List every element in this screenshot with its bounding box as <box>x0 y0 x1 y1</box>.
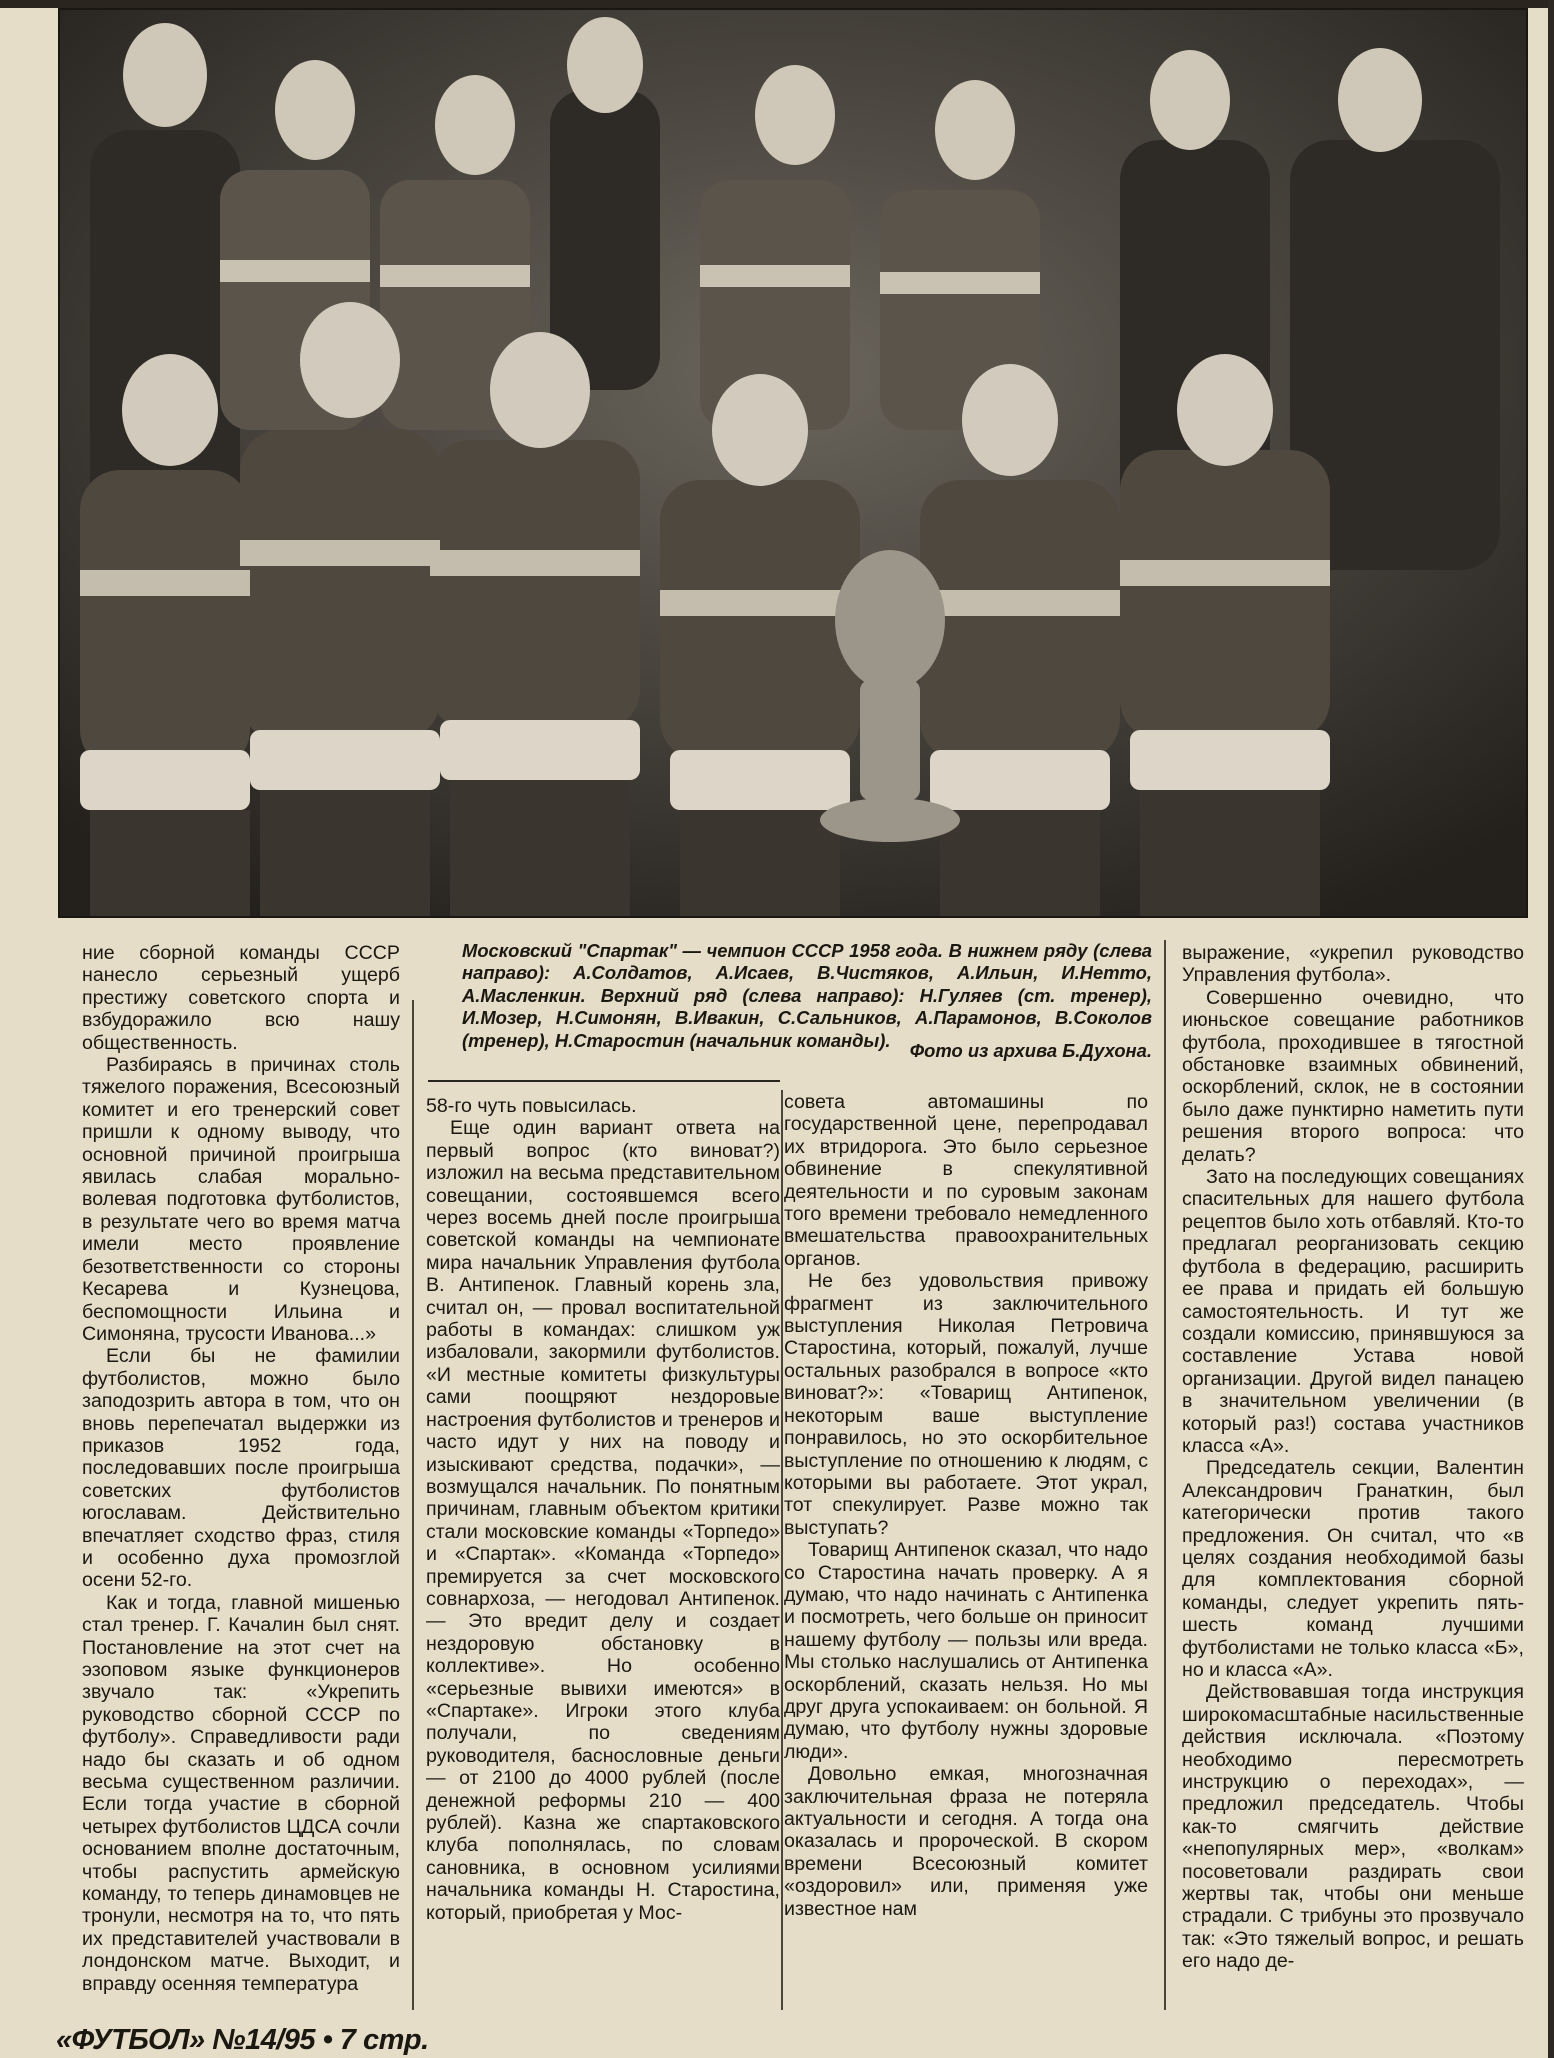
paragraph: Разбираясь в причинах столь тяжелого поражения, Всесоюзный комитет и его тренерский совет пришли к одному выводу, что основной причиной проигрыша явилась слабая морально-волевая подготовка футболистов, в результате чего во время матча имели место проявление безответственности со стороны Кесарева и Кузнецова, беспомощности Ильина и Симоняна, трусости Иванова...» <box>82 1054 400 1345</box>
article-column-2 <box>426 1095 780 1924</box>
article-column-1 <box>82 942 400 1995</box>
paragraph: Как и тогда, главной мишенью стал тренер. Г. Качалин был снят. Постановление на этот счет на эзоповом языке функционеров звучало так: «Укрепить руководство сборной СССР по футболу». Справедливости ради надо бы сказать и об одном весьма существенном различии. Если тогда участие в сборной четырех футболистов ЦДСА сочли основанием вполне достаточным, чтобы распустить армейскую команду, то теперь динамовцев не тронули, несмотря на то, что пять их представителей участвовали в лондонском матче. Выходит, и вправду осенняя температура <box>82 1591 400 1995</box>
team-photo-icon <box>60 10 1526 916</box>
photo-credit: Фото из архива Б.Духона. <box>909 1040 1152 1061</box>
right-border <box>1548 0 1554 2058</box>
paragraph: Совершенно очевидно, что июньское совещание работников футбола, проходившее в тягостной обстановке взаимных обвинений, оскорблений, склок, не в состоянии было даже пунктирно наметить пути решения второго вопроса: что делать? <box>1182 986 1524 1166</box>
top-border <box>0 0 1554 8</box>
page-footer: «ФУТБОЛ» №14/95 • 7 стр. <box>56 2024 429 2056</box>
paragraph: Действовавшая тогда инструкция широкомасштабные насильственные действия исключала. «Поэтому необходимо пересмотреть инструкцию о переходах», — предложил председатель. Чтобы как-то смягчить действие «непопулярных мер», «волкам» посоветовали раздирать свои жертвы так, чтобы они меньше страдали. С трибуны это прозвучало так: «Это тяжелый вопрос, и решать его надо де- <box>1182 1681 1524 1973</box>
column-rule <box>781 1090 783 2010</box>
photo-caption: Московский "Спартак" — чемпион СССР 1958 года. В нижнем ряду (слева направо): А.Солдатов, А.Исаев, В.Чистяков, А.Ильин, И.Нетто, А.Масленкин. Верхний ряд (слева направо): Н.Гуляев (ст. тренер), И.Мозер, Н.Симонян, В.Ивакин, С.Сальников, А.Парамонов, В.Соколов (тренер), Н.Старостин (начальник команды). <box>462 940 1152 1051</box>
team-photo <box>58 8 1528 918</box>
article-column-4 <box>1182 942 1524 1973</box>
paragraph: Не без удовольствия привожу фрагмент из заключительного выступления Николая Петровича Старостина, который, пожалуй, лучше остальных разобрался в вопросе «кто виноват?»: «Товарищ Антипенок, некоторым ваше выступление понравилось, но это оскорбительное выступление по отношению к людям, с которыми вы работаете. Этот украл, тот спекулирует. Разве можно так выступать? <box>784 1270 1148 1539</box>
column-rule <box>1164 940 1166 2010</box>
paragraph: Довольно емкая, многозначная заключительная фраза не потеряла актуальности и сегодня. А тогда она оказалась и пророческой. В скором времени Всесоюзный комитет «оздоровил» или, применяя уже известное нам <box>784 1763 1148 1920</box>
paragraph: 58-го чуть повысилась. <box>426 1095 637 1117</box>
column-rule <box>412 1000 414 2010</box>
article-column-3 <box>784 1091 1148 1920</box>
paragraph: Еще один вариант ответа на первый вопрос (кто виноват?) изложил на весьма представительном совещании, состоявшемся всего через восемь дней после проигрыша советской команды на чемпионате мира начальник Управления футбола В. Антипенок. Главный корень зла, считал он, — провал воспитательной работы в командах: слишком уж избаловали, закормили футболистов. «И местные комитеты физкультуры сами поощряют нездоровые настроения футболистов и тренеров и часто идут у них на поводу и изыскивают средства, подачки», — возмущался начальник. По понятным причинам, главным объектом критики стали московские команды «Торпедо» и «Спартак». «Команда «Торпедо» премируется за счет московского совнархоза, — негодовал Антипенок. — Это вредит делу и создает нездоровую обстановку в коллективе». Но особенно «серьезные вывихи имеются» в «Спартаке». Игроки этого клуба получали, по сведениям руководителя, баснословные деньги — от 2100 до 4000 рублей (после денежной реформы 210 — 400 рублей). Казна же спартаковского клуба пополнялась, по словам сановника, в основном усилиями начальника команды Н. Старостина, который, приобретая у Мос- <box>426 1117 780 1924</box>
paragraph: выражение, «укрепил руководство Управления футбола». <box>1182 942 1524 987</box>
paragraph: Товарищ Антипенок сказал, что надо со Старостина начать проверку. А я думаю, что надо начинать с Антипенка и посмотреть, чего больше он приносит нашему футболу — пользы или вреда. Мы столько наслушались от Антипенка оскорблений, сказать нельзя. Но мы друг друга успокаиваем: он больной. Я думаю, что футболу нужны здоровые люди». <box>784 1539 1148 1763</box>
paragraph: совета автомашины по государственной цене, перепродавал их втридорога. Это было серьезное обвинение в спекулятивной деятельности и по суровым законам того времени требовало немедленного вмешательства правоохранительных органов. <box>784 1091 1148 1270</box>
paragraph: Зато на последующих совещаниях спасительных для нашего футбола рецептов было хоть отбавляй. Кто-то предлагал реорганизовать секцию футбола в федерацию, расширить ее права и придать ей большую самостоятельность. И тут же создали комиссию, принявшуюся за составление Устава новой организации. Другой видел панацею в значительном увеличении (в который раз!) состава участников класса «А». <box>1182 1166 1524 1457</box>
paragraph: Если бы не фамилии футболистов, можно было заподозрить автора в том, что он вновь перепечатал выдержки из приказов 1952 года, последовавших после проигрыша советских футболистов югославам. Действительно впечатляет сходство фраз, стиля и особенно духа промозглой осени 52-го. <box>82 1345 400 1592</box>
paragraph: ние сборной команды СССР нанесло серьезный ущерб престижу советского спорта и взбудоражило всю нашу общественность. <box>82 942 400 1054</box>
column-divider <box>428 1080 780 1082</box>
paragraph: Председатель секции, Валентин Александрович Гранаткин, был категорически против такого предложения. Он считал, что «в целях создания необходимой базы для комплектования сборной команды, следует укрепить пять-шесть команд лучшими футболистами не только класса «Б», но и класса «А». <box>1182 1457 1524 1681</box>
